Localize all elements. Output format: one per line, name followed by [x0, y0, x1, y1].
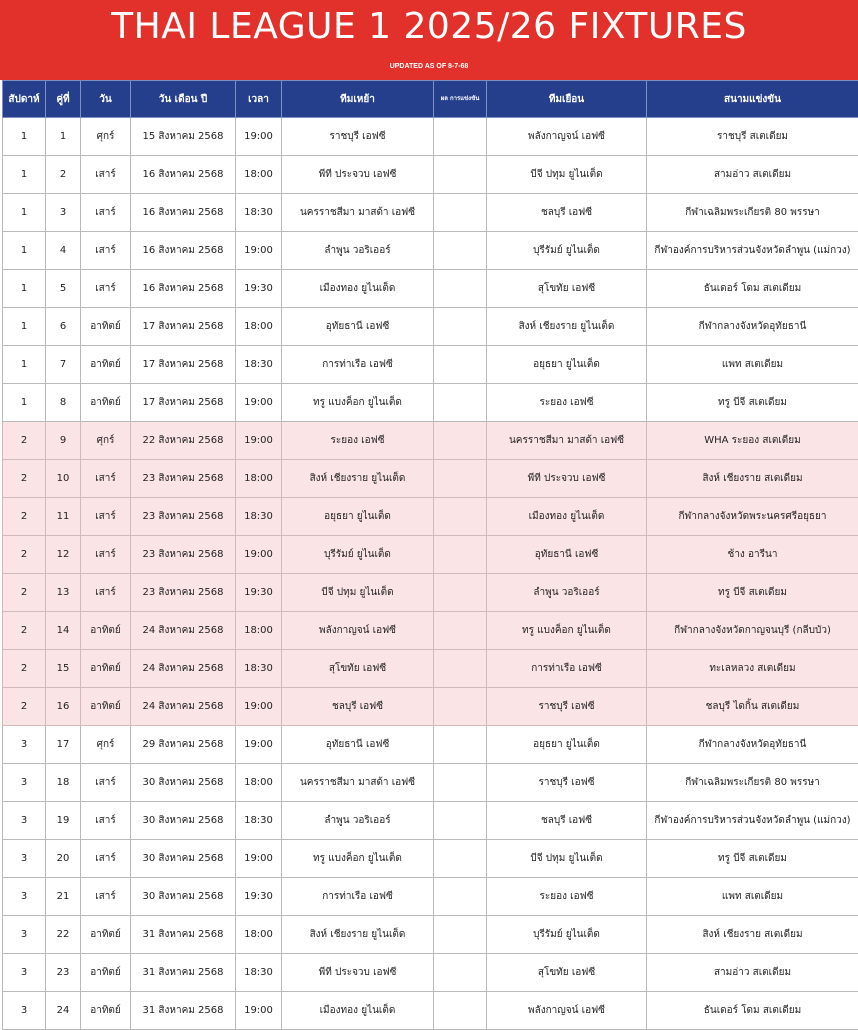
cell-stadium: สิงห์ เชียงราย สเตเดียม — [647, 916, 858, 954]
cell-date: 23 สิงหาคม 2568 — [131, 460, 236, 498]
cell-time: 19:00 — [236, 726, 282, 764]
cell-day: เสาร์ — [81, 764, 131, 802]
cell-home: ราชบุรี เอฟซี — [282, 118, 434, 156]
cell-result — [434, 688, 487, 726]
cell-date: 30 สิงหาคม 2568 — [131, 764, 236, 802]
cell-stadium: กีฬากลางจังหวัดกาญจนบุรี (กลีบบัว) — [647, 612, 858, 650]
cell-away: บุรีรัมย์ ยูไนเต็ด — [487, 232, 647, 270]
cell-day: อาทิตย์ — [81, 346, 131, 384]
cell-day: เสาร์ — [81, 270, 131, 308]
cell-stadium: ธันเดอร์ โดม สเตเดียม — [647, 270, 858, 308]
cell-stadium: ทะเลหลวง สเตเดียม — [647, 650, 858, 688]
cell-week: 1 — [3, 384, 46, 422]
cell-time: 18:00 — [236, 612, 282, 650]
cell-result — [434, 118, 487, 156]
cell-week: 2 — [3, 612, 46, 650]
col-day: วัน — [81, 81, 131, 118]
cell-stadium: กีฬากลางจังหวัดพระนครศรีอยุธยา — [647, 498, 858, 536]
cell-home: นครราชสีมา มาสด้า เอฟซี — [282, 194, 434, 232]
cell-week: 3 — [3, 878, 46, 916]
col-result: ผล การแข่งขัน — [434, 81, 487, 118]
cell-time: 19:00 — [236, 536, 282, 574]
cell-date: 23 สิงหาคม 2568 — [131, 498, 236, 536]
cell-stadium: กีฬาองค์การบริหารส่วนจังหวัดลำพูน (แม่กวง) — [647, 232, 858, 270]
col-time: เวลา — [236, 81, 282, 118]
cell-match: 22 — [46, 916, 81, 954]
cell-day: ศุกร์ — [81, 422, 131, 460]
cell-time: 19:00 — [236, 840, 282, 878]
cell-week: 2 — [3, 688, 46, 726]
table-row — [3, 232, 858, 270]
cell-date: 23 สิงหาคม 2568 — [131, 536, 236, 574]
cell-away: สุโขทัย เอฟซี — [487, 954, 647, 992]
table-row — [3, 384, 858, 422]
cell-week: 1 — [3, 270, 46, 308]
cell-away: ระยอง เอฟซี — [487, 878, 647, 916]
cell-match: 21 — [46, 878, 81, 916]
cell-week: 2 — [3, 422, 46, 460]
cell-day: เสาร์ — [81, 194, 131, 232]
cell-stadium: กีฬากลางจังหวัดอุทัยธานี — [647, 726, 858, 764]
table-row — [3, 764, 858, 802]
cell-match: 11 — [46, 498, 81, 536]
cell-match: 6 — [46, 308, 81, 346]
cell-result — [434, 840, 487, 878]
table-row — [3, 916, 858, 954]
cell-match: 8 — [46, 384, 81, 422]
cell-date: 31 สิงหาคม 2568 — [131, 916, 236, 954]
cell-home: ชลบุรี เอฟซี — [282, 688, 434, 726]
table-row — [3, 536, 858, 574]
cell-home: ทรู แบงค็อก ยูไนเต็ด — [282, 384, 434, 422]
table-row — [3, 308, 858, 346]
cell-stadium: สามอ่าว สเตเดียม — [647, 954, 858, 992]
cell-home: สิงห์ เชียงราย ยูไนเต็ด — [282, 916, 434, 954]
cell-date: 16 สิงหาคม 2568 — [131, 156, 236, 194]
cell-away: ทรู แบงค็อก ยูไนเต็ด — [487, 612, 647, 650]
cell-time: 19:00 — [236, 422, 282, 460]
cell-home: สิงห์ เชียงราย ยูไนเต็ด — [282, 460, 434, 498]
cell-home: พีที ประจวบ เอฟซี — [282, 954, 434, 992]
cell-date: 15 สิงหาคม 2568 — [131, 118, 236, 156]
cell-week: 1 — [3, 346, 46, 384]
cell-result — [434, 650, 487, 688]
cell-date: 17 สิงหาคม 2568 — [131, 384, 236, 422]
cell-week: 3 — [3, 802, 46, 840]
cell-result — [434, 422, 487, 460]
cell-result — [434, 232, 487, 270]
cell-week: 3 — [3, 764, 46, 802]
table-row — [3, 726, 858, 764]
cell-away: อยุธยา ยูไนเต็ด — [487, 726, 647, 764]
table-row — [3, 460, 858, 498]
cell-date: 17 สิงหาคม 2568 — [131, 346, 236, 384]
cell-week: 3 — [3, 726, 46, 764]
cell-home: บีจี ปทุม ยูไนเต็ด — [282, 574, 434, 612]
cell-week: 3 — [3, 992, 46, 1030]
table-row — [3, 346, 858, 384]
cell-day: อาทิตย์ — [81, 308, 131, 346]
cell-away: ราชบุรี เอฟซี — [487, 688, 647, 726]
cell-home: เมืองทอง ยูไนเต็ด — [282, 270, 434, 308]
cell-away: เมืองทอง ยูไนเต็ด — [487, 498, 647, 536]
cell-stadium: ช้าง อารีนา — [647, 536, 858, 574]
cell-time: 19:00 — [236, 118, 282, 156]
cell-result — [434, 802, 487, 840]
cell-week: 1 — [3, 118, 46, 156]
cell-day: อาทิตย์ — [81, 688, 131, 726]
cell-home: ระยอง เอฟซี — [282, 422, 434, 460]
title-banner — [0, 0, 858, 80]
cell-away: ชลบุรี เอฟซี — [487, 802, 647, 840]
cell-result — [434, 194, 487, 232]
cell-day: เสาร์ — [81, 460, 131, 498]
cell-result — [434, 270, 487, 308]
cell-date: 31 สิงหาคม 2568 — [131, 954, 236, 992]
cell-time: 18:30 — [236, 954, 282, 992]
cell-stadium: ทรู บีจี สเตเดียม — [647, 384, 858, 422]
cell-time: 18:00 — [236, 460, 282, 498]
cell-day: เสาร์ — [81, 878, 131, 916]
table-row — [3, 650, 858, 688]
cell-home: การท่าเรือ เอฟซี — [282, 346, 434, 384]
cell-home: พลังกาญจน์ เอฟซี — [282, 612, 434, 650]
cell-result — [434, 156, 487, 194]
cell-result — [434, 764, 487, 802]
header-row — [3, 81, 858, 118]
cell-home: เมืองทอง ยูไนเต็ด — [282, 992, 434, 1030]
cell-match: 18 — [46, 764, 81, 802]
cell-time: 19:00 — [236, 384, 282, 422]
table-row — [3, 422, 858, 460]
cell-match: 4 — [46, 232, 81, 270]
cell-week: 2 — [3, 460, 46, 498]
cell-away: ลำพูน วอริเออร์ — [487, 574, 647, 612]
cell-away: บุรีรัมย์ ยูไนเต็ด — [487, 916, 647, 954]
cell-date: 30 สิงหาคม 2568 — [131, 878, 236, 916]
cell-stadium: ราชบุรี สเตเดียม — [647, 118, 858, 156]
cell-stadium: กีฬากลางจังหวัดอุทัยธานี — [647, 308, 858, 346]
page-title: THAI LEAGUE 1 2025/26 FIXTURES — [0, 6, 858, 47]
cell-match: 12 — [46, 536, 81, 574]
cell-date: 29 สิงหาคม 2568 — [131, 726, 236, 764]
cell-home: อุทัยธานี เอฟซี — [282, 308, 434, 346]
col-match: คู่ที่ — [46, 81, 81, 118]
cell-result — [434, 612, 487, 650]
cell-time: 18:00 — [236, 156, 282, 194]
cell-time: 18:30 — [236, 346, 282, 384]
cell-day: เสาร์ — [81, 840, 131, 878]
cell-day: เสาร์ — [81, 536, 131, 574]
cell-time: 19:30 — [236, 878, 282, 916]
cell-stadium: กีฬาเฉลิมพระเกียรติ 80 พรรษา — [647, 764, 858, 802]
fixtures-table — [2, 80, 858, 1030]
cell-day: อาทิตย์ — [81, 612, 131, 650]
cell-home: นครราชสีมา มาสด้า เอฟซี — [282, 764, 434, 802]
cell-away: ราชบุรี เอฟซี — [487, 764, 647, 802]
cell-stadium: แพท สเตเดียม — [647, 346, 858, 384]
cell-stadium: ชลบุรี ไดกิ้น สเตเดียม — [647, 688, 858, 726]
cell-home: อุทัยธานี เอฟซี — [282, 726, 434, 764]
cell-result — [434, 878, 487, 916]
cell-result — [434, 954, 487, 992]
cell-home: พีที ประจวบ เอฟซี — [282, 156, 434, 194]
cell-week: 1 — [3, 156, 46, 194]
cell-match: 3 — [46, 194, 81, 232]
cell-match: 14 — [46, 612, 81, 650]
cell-day: เสาร์ — [81, 232, 131, 270]
cell-away: สุโขทัย เอฟซี — [487, 270, 647, 308]
cell-away: พลังกาญจน์ เอฟซี — [487, 118, 647, 156]
cell-time: 19:00 — [236, 232, 282, 270]
cell-date: 30 สิงหาคม 2568 — [131, 840, 236, 878]
cell-day: เสาร์ — [81, 156, 131, 194]
cell-day: อาทิตย์ — [81, 954, 131, 992]
cell-date: 16 สิงหาคม 2568 — [131, 194, 236, 232]
cell-time: 19:00 — [236, 992, 282, 1030]
cell-time: 19:30 — [236, 270, 282, 308]
cell-match: 24 — [46, 992, 81, 1030]
table-row — [3, 574, 858, 612]
cell-week: 3 — [3, 954, 46, 992]
col-home-team: ทีมเหย้า — [282, 81, 434, 118]
table-header — [3, 81, 858, 118]
col-week: สัปดาห์ — [3, 81, 46, 118]
cell-week: 2 — [3, 650, 46, 688]
cell-away: พลังกาญจน์ เอฟซี — [487, 992, 647, 1030]
cell-time: 18:30 — [236, 650, 282, 688]
cell-day: อาทิตย์ — [81, 650, 131, 688]
cell-home: ลำพูน วอริเออร์ — [282, 232, 434, 270]
cell-match: 1 — [46, 118, 81, 156]
cell-date: 16 สิงหาคม 2568 — [131, 270, 236, 308]
cell-time: 19:30 — [236, 574, 282, 612]
cell-home: บุรีรัมย์ ยูไนเต็ด — [282, 536, 434, 574]
cell-stadium: ธันเดอร์ โดม สเตเดียม — [647, 992, 858, 1030]
cell-time: 18:00 — [236, 764, 282, 802]
cell-result — [434, 726, 487, 764]
cell-match: 5 — [46, 270, 81, 308]
cell-date: 16 สิงหาคม 2568 — [131, 232, 236, 270]
cell-time: 18:30 — [236, 802, 282, 840]
cell-stadium: กีฬาองค์การบริหารส่วนจังหวัดลำพูน (แม่กวง) — [647, 802, 858, 840]
table-row — [3, 156, 858, 194]
cell-stadium: กีฬาเฉลิมพระเกียรติ 80 พรรษา — [647, 194, 858, 232]
cell-away: อยุธยา ยูไนเต็ด — [487, 346, 647, 384]
cell-result — [434, 460, 487, 498]
cell-result — [434, 536, 487, 574]
table-row — [3, 498, 858, 536]
cell-stadium: WHA ระยอง สเตเดียม — [647, 422, 858, 460]
cell-date: 24 สิงหาคม 2568 — [131, 650, 236, 688]
table-row — [3, 954, 858, 992]
cell-home: ลำพูน วอริเออร์ — [282, 802, 434, 840]
table-row — [3, 194, 858, 232]
cell-away: พีที ประจวบ เอฟซี — [487, 460, 647, 498]
cell-stadium: สามอ่าว สเตเดียม — [647, 156, 858, 194]
cell-time: 18:30 — [236, 498, 282, 536]
cell-date: 24 สิงหาคม 2568 — [131, 612, 236, 650]
cell-week: 3 — [3, 840, 46, 878]
cell-result — [434, 916, 487, 954]
cell-day: ศุกร์ — [81, 726, 131, 764]
cell-result — [434, 574, 487, 612]
table-body — [3, 118, 858, 1030]
cell-date: 24 สิงหาคม 2568 — [131, 688, 236, 726]
cell-home: การท่าเรือ เอฟซี — [282, 878, 434, 916]
cell-day: อาทิตย์ — [81, 916, 131, 954]
cell-day: ศุกร์ — [81, 118, 131, 156]
table-row — [3, 612, 858, 650]
cell-away: นครราชสีมา มาสด้า เอฟซี — [487, 422, 647, 460]
table-row — [3, 270, 858, 308]
cell-time: 18:00 — [236, 308, 282, 346]
cell-week: 1 — [3, 194, 46, 232]
cell-day: อาทิตย์ — [81, 384, 131, 422]
cell-day: เสาร์ — [81, 574, 131, 612]
cell-home: อยุธยา ยูไนเต็ด — [282, 498, 434, 536]
updated-date: UPDATED AS OF 8-7-68 — [0, 63, 858, 70]
cell-match: 19 — [46, 802, 81, 840]
cell-away: การท่าเรือ เอฟซี — [487, 650, 647, 688]
table-row — [3, 118, 858, 156]
cell-week: 3 — [3, 916, 46, 954]
cell-away: สิงห์ เชียงราย ยูไนเต็ด — [487, 308, 647, 346]
col-away-team: ทีมเยือน — [487, 81, 647, 118]
table-row — [3, 688, 858, 726]
cell-away: บีจี ปทุม ยูไนเต็ด — [487, 840, 647, 878]
col-date: วัน เดือน ปี — [131, 81, 236, 118]
cell-match: 16 — [46, 688, 81, 726]
cell-week: 2 — [3, 536, 46, 574]
cell-time: 18:00 — [236, 916, 282, 954]
cell-stadium: ทรู บีจี สเตเดียม — [647, 574, 858, 612]
cell-day: เสาร์ — [81, 498, 131, 536]
cell-stadium: สิงห์ เชียงราย สเตเดียม — [647, 460, 858, 498]
cell-result — [434, 384, 487, 422]
cell-week: 2 — [3, 498, 46, 536]
cell-match: 23 — [46, 954, 81, 992]
cell-match: 9 — [46, 422, 81, 460]
cell-away: ชลบุรี เอฟซี — [487, 194, 647, 232]
cell-day: อาทิตย์ — [81, 992, 131, 1030]
cell-date: 31 สิงหาคม 2568 — [131, 992, 236, 1030]
table-row — [3, 802, 858, 840]
cell-match: 17 — [46, 726, 81, 764]
cell-match: 20 — [46, 840, 81, 878]
cell-week: 1 — [3, 232, 46, 270]
cell-time: 19:00 — [236, 688, 282, 726]
table-row — [3, 878, 858, 916]
cell-result — [434, 346, 487, 384]
cell-date: 17 สิงหาคม 2568 — [131, 308, 236, 346]
cell-match: 13 — [46, 574, 81, 612]
cell-date: 23 สิงหาคม 2568 — [131, 574, 236, 612]
cell-away: ระยอง เอฟซี — [487, 384, 647, 422]
cell-home: สุโขทัย เอฟซี — [282, 650, 434, 688]
cell-away: บีจี ปทุม ยูไนเต็ด — [487, 156, 647, 194]
cell-week: 1 — [3, 308, 46, 346]
cell-week: 2 — [3, 574, 46, 612]
cell-match: 7 — [46, 346, 81, 384]
cell-date: 22 สิงหาคม 2568 — [131, 422, 236, 460]
cell-away: อุทัยธานี เอฟซี — [487, 536, 647, 574]
cell-match: 15 — [46, 650, 81, 688]
cell-match: 10 — [46, 460, 81, 498]
cell-result — [434, 308, 487, 346]
cell-stadium: ทรู บีจี สเตเดียม — [647, 840, 858, 878]
cell-time: 18:30 — [236, 194, 282, 232]
cell-match: 2 — [46, 156, 81, 194]
cell-date: 30 สิงหาคม 2568 — [131, 802, 236, 840]
table-row — [3, 840, 858, 878]
cell-stadium: แพท สเตเดียม — [647, 878, 858, 916]
cell-home: ทรู แบงค็อก ยูไนเต็ด — [282, 840, 434, 878]
cell-day: เสาร์ — [81, 802, 131, 840]
col-stadium: สนามแข่งขัน — [647, 81, 858, 118]
cell-result — [434, 498, 487, 536]
